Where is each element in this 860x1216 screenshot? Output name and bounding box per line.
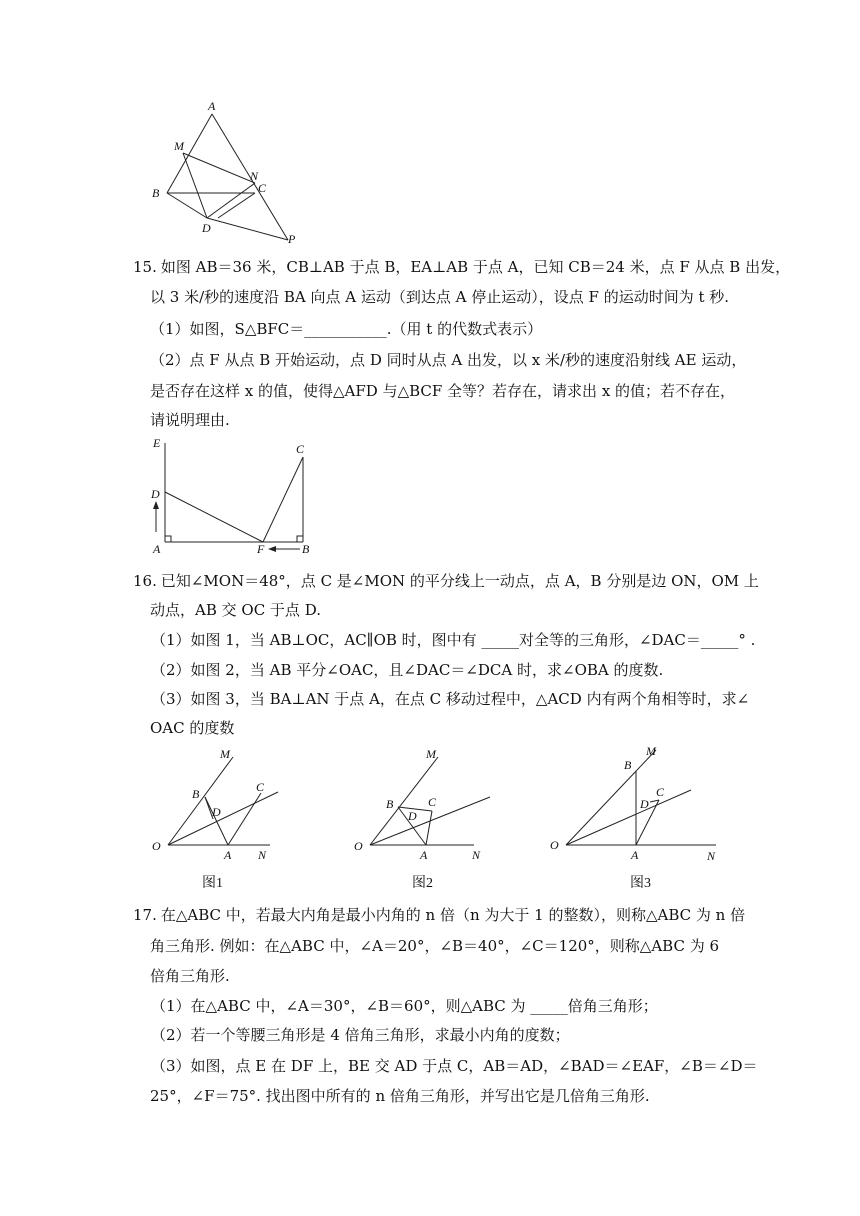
label-o: O xyxy=(152,839,161,853)
figure-q16-3 xyxy=(546,738,726,895)
label-a: A xyxy=(153,542,161,556)
label-b: B xyxy=(386,797,394,811)
label-n: N xyxy=(250,169,259,183)
q15-line-6: 请说明理由. xyxy=(150,411,230,429)
label-b: B xyxy=(624,758,632,772)
label-c: C xyxy=(296,442,305,456)
q16-line-4: （2）如图 2，当 AB 平分∠OAC，且∠DAC＝∠DCA 时，求∠OBA 的度数. xyxy=(151,661,664,679)
label-p: P xyxy=(288,232,296,246)
label-a: A xyxy=(420,848,428,862)
q16-line-3: （1）如图 1，当 AB⊥OC，AC∥OB 时，图中有 _____对全等的三角形，∠DAC＝_____° . xyxy=(151,631,756,649)
q15-line-5: 是否存在这样 x 的值，使得△AFD 与△BCF 全等？若存在，请求出 x 的值；若不存在， xyxy=(150,382,736,400)
q15-line-2: 以 3 米/秒的速度沿 BA 向点 A 运动（到达点 A 停止运动），设点 F 的运动时间为 t 秒. xyxy=(150,288,730,306)
label-e: E xyxy=(153,436,161,450)
figure-triangle-mncdp xyxy=(140,100,310,250)
label-c: C xyxy=(656,785,665,799)
label-d: D xyxy=(212,805,221,819)
q17-text-1: 在△ABC 中，若最大内角是最小内角的 n 倍（n 为大于 1 的整数），则称△ABC 为 n 倍 xyxy=(160,906,746,924)
label-m: M xyxy=(646,744,656,758)
label-m: M xyxy=(220,747,230,761)
figure-q16-2 xyxy=(350,745,500,895)
caption-2: 图2 xyxy=(412,876,433,891)
q17-line-7: 25°，∠F＝75°. 找出图中所有的 n 倍角三角形，并写出它是几倍角三角形. xyxy=(150,1087,650,1105)
label-b: B xyxy=(302,542,310,556)
q17-line-2: 角三角形. 例如：在△ABC 中，∠A＝20°，∠B＝40°，∠C＝120°，则称△ABC 为 6 xyxy=(150,937,720,955)
q16-line-6: OAC 的度数 xyxy=(150,719,235,737)
q16-text-1: 已知∠MON＝48°，点 C 是∠MON 的平分线上一动点，点 A，B 分别是边 ON，OM 上 xyxy=(160,572,759,590)
label-n: N xyxy=(472,848,481,862)
label-n: N xyxy=(707,849,716,863)
q17-number: 17. xyxy=(133,906,157,924)
q16-number: 16. xyxy=(133,572,157,590)
q16-line-1 xyxy=(133,571,759,591)
q17-line-3: 倍角三角形. xyxy=(150,967,230,985)
q17-line-4: （1）在△ABC 中，∠A＝30°，∠B＝60°，则△ABC 为 _____倍角三角形； xyxy=(151,997,658,1015)
label-f: F xyxy=(257,542,265,556)
q15-number: 15. xyxy=(133,258,157,276)
label-d: D xyxy=(151,487,160,501)
label-b: B xyxy=(192,787,200,801)
q17-line-5: （2）若一个等腰三角形是 4 倍角三角形，求最小内角的度数； xyxy=(151,1026,570,1044)
q16-line-2: 动点，AB 交 OC 于点 D. xyxy=(150,601,321,619)
label-b: B xyxy=(152,186,160,200)
label-c: C xyxy=(428,795,437,809)
label-m: M xyxy=(426,747,436,761)
q15-text-1: 如图 AB＝36 米，CB⊥AB 于点 B，EA⊥AB 于点 A，已知 CB＝24 米，点 F 从点 B 出发， xyxy=(160,258,791,276)
caption-1: 图1 xyxy=(202,876,223,891)
label-a: A xyxy=(224,848,232,862)
label-d: D xyxy=(408,809,417,823)
label-o: O xyxy=(354,839,363,853)
label-m: M xyxy=(174,139,184,153)
label-n: N xyxy=(258,848,267,862)
q16-line-5: （3）如图 3，当 BA⊥AN 于点 A，在点 C 移动过程中，△ACD 内有两个角相等时，求∠ xyxy=(151,690,750,708)
label-d: D xyxy=(202,221,211,235)
q15-line-1 xyxy=(133,257,790,277)
label-a: A xyxy=(631,848,639,862)
label-a: A xyxy=(208,100,216,113)
label-c: C xyxy=(256,780,265,794)
q15-line-4: （2）点 F 从点 B 开始运动，点 D 同时从点 A 出发，以 x 米/秒的速度沿射线 AE 运动， xyxy=(150,351,747,369)
q17-line-6: （3）如图，点 E 在 DF 上，BE 交 AD 于点 C，AB＝AD，∠BAD＝∠EAF，∠B＝∠D＝ xyxy=(151,1057,758,1075)
q17-line-1 xyxy=(133,905,745,925)
figure-q15 xyxy=(145,435,320,560)
label-c: C xyxy=(258,181,267,195)
caption-3: 图3 xyxy=(630,876,651,891)
label-d: D xyxy=(640,797,649,811)
label-o: O xyxy=(550,838,559,852)
q15-line-3: （1）如图，S△BFC＝___________.（用 t 的代数式表示） xyxy=(150,320,543,338)
figure-q16-1 xyxy=(148,745,288,895)
